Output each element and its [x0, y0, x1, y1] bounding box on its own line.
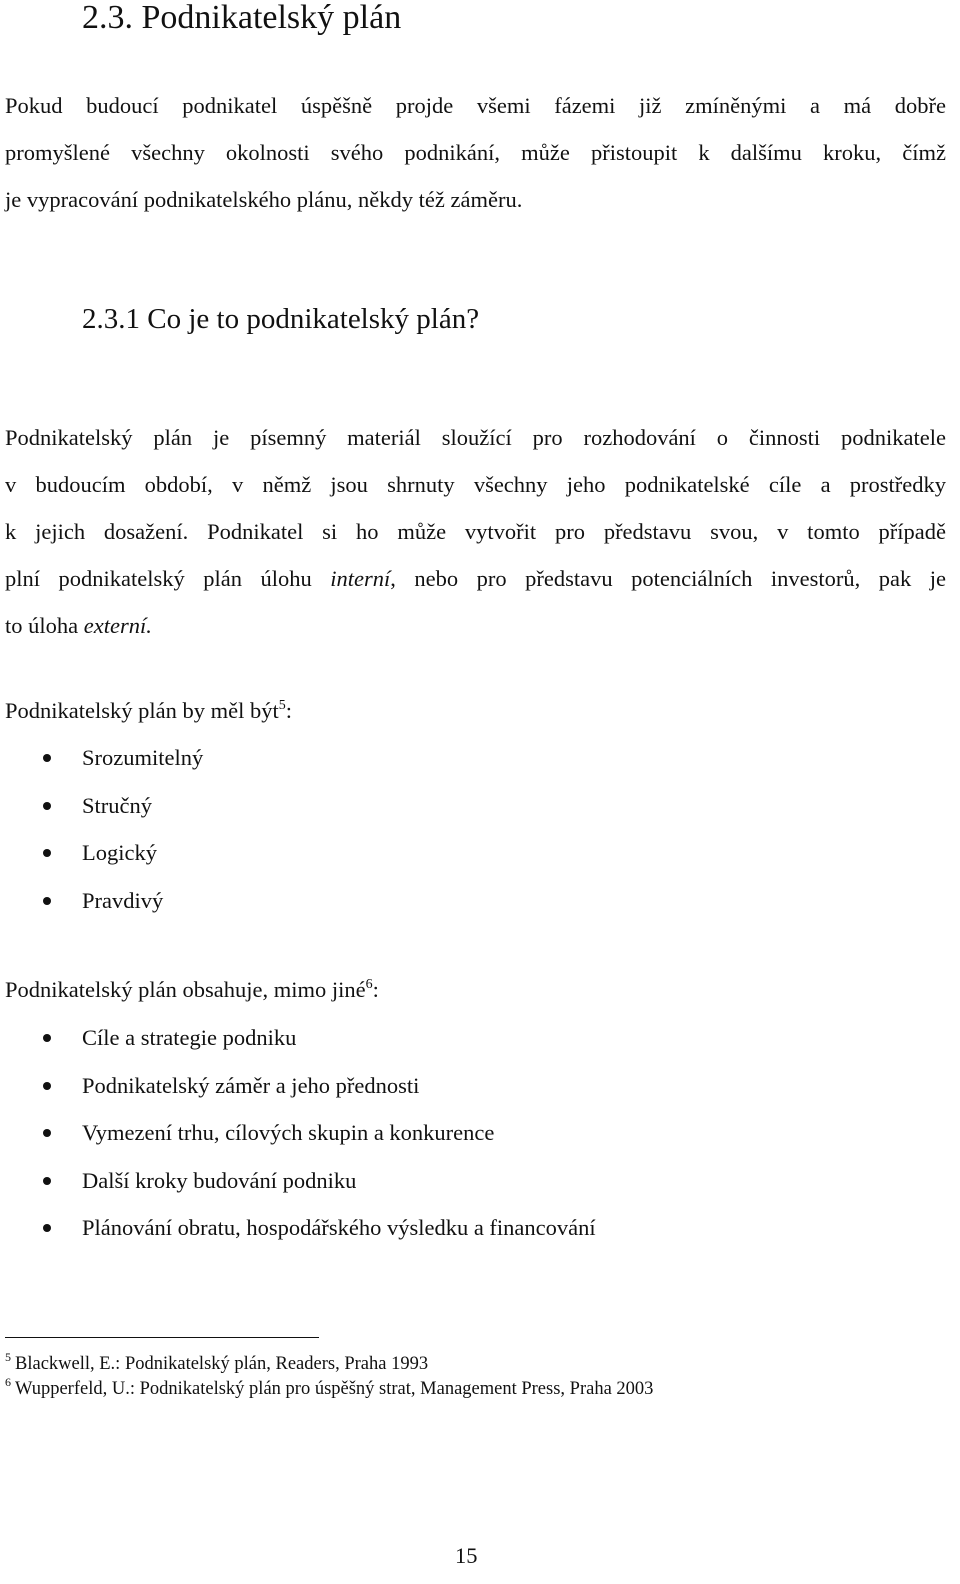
list-item-text: Pravdivý	[82, 887, 164, 913]
bullet-icon	[43, 897, 51, 905]
definition-emphasis: interní	[330, 566, 391, 591]
contents-intro-text: Podnikatelský plán obsahuje, mimo jiné	[5, 977, 366, 1002]
list-item-text: Vymezení trhu, cílových skupin a konkurence	[82, 1120, 495, 1145]
subsection-heading: 2.3.1 Co je to podnikatelský plán?	[82, 303, 480, 335]
section-heading: 2.3. Podnikatelský plán	[82, 0, 402, 36]
list-item-text: Plánování obratu, hospodářského výsledku a financování	[82, 1215, 596, 1240]
definition-line: k jejich dosažení. Podnikatel si ho může vytvořit pro představu svou, v tomto případě	[5, 519, 946, 544]
intro-line: Pokud budoucí podnikatel úspěšně projde všemi fázemi již zmíněnými a má dobře	[5, 93, 946, 118]
definition-text: plní podnikatelský plán úlohu	[5, 566, 331, 591]
footnote	[5, 1352, 428, 1376]
footnote-separator	[5, 1337, 319, 1338]
list-item-text: Stručný	[82, 792, 152, 818]
footnote-ref: 6	[365, 977, 373, 992]
page-number: 15	[455, 1543, 478, 1568]
definition-line: v budoucím období, v němž jsou shrnuty všechny jeho podnikatelské cíle a prostředky	[5, 472, 946, 497]
qualities-intro	[5, 696, 292, 726]
bullet-icon	[43, 1224, 51, 1232]
definition-text: to úloha	[5, 613, 84, 638]
list-item-text: Cíle a strategie podniku	[82, 1025, 297, 1050]
footnote-text: Blackwell, E.: Podnikatelský plán, Readers, Praha 1993	[15, 1354, 429, 1374]
bullet-icon	[43, 802, 51, 810]
footnote-number: 5	[5, 1350, 11, 1364]
intro-paragraph	[5, 82, 946, 223]
list-item-text: Logický	[82, 840, 157, 865]
definition-line	[5, 602, 946, 649]
bullet-icon	[43, 1082, 51, 1090]
footnote	[5, 1377, 653, 1401]
definition-emphasis: externí.	[83, 613, 152, 638]
footnote-ref: 5	[278, 698, 286, 713]
footnote-text: Wupperfeld, U.: Podnikatelský plán pro úspěšný strat, Management Press, Praha 2003	[15, 1379, 654, 1399]
list-item-text: Podnikatelský záměr a jeho přednosti	[82, 1072, 420, 1098]
qualities-intro-suffix: :	[285, 698, 292, 723]
contents-intro-suffix: :	[372, 977, 379, 1002]
bullet-icon	[43, 1177, 51, 1185]
definition-line	[5, 555, 946, 602]
list-item-text: Další kroky budování podniku	[82, 1167, 357, 1193]
intro-line: promyšlené všechny okolnosti svého podnikání, může přistoupit k dalšímu kroku, čímž	[5, 140, 946, 165]
contents-intro	[5, 975, 379, 1005]
footnote-number: 6	[5, 1375, 11, 1389]
intro-line: je vypracování podnikatelského plánu, někdy též záměru.	[5, 187, 523, 212]
bullet-icon	[43, 1129, 51, 1137]
bullet-icon	[43, 1034, 51, 1042]
qualities-intro-text: Podnikatelský plán by měl být	[5, 698, 279, 723]
definition-paragraph	[5, 414, 946, 649]
bullet-icon	[43, 849, 51, 857]
definition-text: , nebo pro představu potenciálních investorů, pak je	[390, 566, 946, 591]
definition-line: Podnikatelský plán je písemný materiál sloužící pro rozhodování o činnosti podnikatele	[5, 425, 946, 450]
list-item-text: Srozumitelný	[82, 745, 204, 770]
bullet-icon	[43, 754, 51, 762]
